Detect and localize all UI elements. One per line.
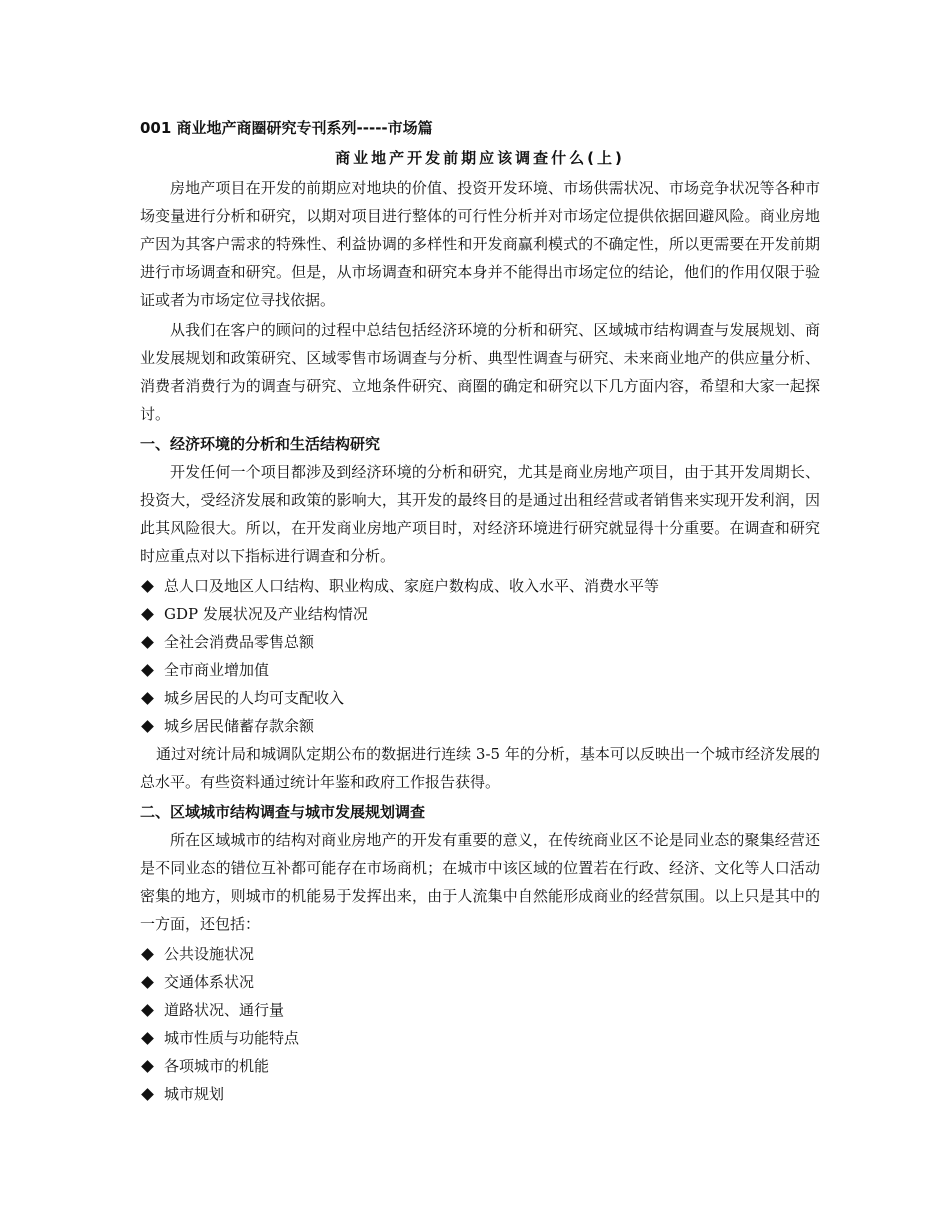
section-2-paragraph: 所在区域城市的结构对商业房地产的开发有重要的意义，在传统商业区不论是同业态的聚集经营还是不同业态的错位互补都可能存在市场商机；在城市中该区域的位置若在行政、经济、文化等人口活动密集的地方，则城市的机能易于发挥出来，由于人流集中自然能形成商业的经营氛围。以上只是其中的一方面，还包括： — [140, 831, 820, 933]
list-item — [140, 940, 820, 968]
list-item — [140, 1052, 820, 1080]
list-item-text: 公共设施状况 — [164, 945, 255, 963]
list-item-text: 城乡居民储蓄存款余额 — [164, 717, 315, 735]
section-1-bullet-list — [140, 572, 820, 740]
list-item — [140, 600, 820, 628]
diamond-bullet-icon — [141, 976, 154, 989]
intro-paragraph-2: 从我们在客户的顾问的过程中总结包括经济环境的分析和研究、区域城市结构调查与发展规划、商业发展规划和政策研究、区域零售市场调查与分析、典型性调查与研究、未来商业地产的供应量分析、消费者消费行为的调查与研究、立地条件研究、商圈的确定和研究以下几方面内容，希望和大家一起探讨。 — [140, 321, 820, 423]
list-item — [140, 1080, 820, 1108]
intro-paragraph-1: 房地产项目在开发的前期应对地块的价值、投资开发环境、市场供需状况、市场竞争状况等各种市场变量进行分析和研究，以期对项目进行整体的可行性分析并对市场定位提供依据回避风险。商业房地产因为其客户需求的特殊性、利益协调的多样性和开发商赢利模式的不确定性，所以更需要在开发前期进行市场调查和研究。但是，从市场调查和研究本身并不能得出市场定位的结论，他们的作用仅限于验证或者为市场定位寻找依据。 — [140, 179, 820, 309]
list-item — [140, 1024, 820, 1052]
list-item — [140, 996, 820, 1024]
section-2-bullet-list — [140, 940, 820, 1108]
list-item-text: 城乡居民的人均可支配收入 — [164, 689, 345, 707]
section-1-paragraph: 开发任何一个项目都涉及到经济环境的分析和研究，尤其是商业房地产项目，由于其开发周期长、投资大，受经济发展和政策的影响大，其开发的最终目的是通过出租经营或者销售来实现开发利润，因此其风险很大。所以，在开发商业房地产项目时，对经济环境进行研究就显得十分重要。在调查和研究时应重点对以下指标进行调查和分析。 — [140, 463, 820, 565]
list-item-text: GDP 发展状况及产业结构情况 — [164, 605, 368, 623]
list-item-text: 城市规划 — [164, 1085, 225, 1103]
document-page — [140, 114, 820, 1108]
list-item — [140, 712, 820, 740]
diamond-bullet-icon — [141, 636, 154, 649]
diamond-bullet-icon — [141, 948, 154, 961]
list-item — [140, 656, 820, 684]
list-item-text: 道路状况、通行量 — [164, 1001, 285, 1019]
diamond-bullet-icon — [141, 608, 154, 621]
diamond-bullet-icon — [141, 1060, 154, 1073]
diamond-bullet-icon — [141, 1088, 154, 1101]
list-item — [140, 684, 820, 712]
diamond-bullet-icon — [141, 1004, 154, 1017]
list-item-text: 全市商业增加值 — [164, 661, 270, 679]
section-1-heading: 一、经济环境的分析和生活结构研究 — [140, 435, 381, 453]
list-item-text: 全社会消费品零售总额 — [164, 633, 315, 651]
diamond-bullet-icon — [141, 692, 154, 705]
list-item-text: 城市性质与功能特点 — [164, 1029, 300, 1047]
diamond-bullet-icon — [141, 1032, 154, 1045]
diamond-bullet-icon — [141, 720, 154, 733]
list-item-text: 总人口及地区人口结构、职业构成、家庭户数构成、收入水平、消费水平等 — [164, 577, 660, 595]
article-subtitle: 商业地产开发前期应该调查什么(上) — [335, 149, 625, 167]
section-1-closing-paragraph: 通过对统计局和城调队定期公布的数据进行连续 3-5 年的分析，基本可以反映出一个城市经济发展的总水平。有些资料通过统计年鉴和政府工作报告获得。 — [140, 745, 820, 791]
list-item — [140, 572, 820, 600]
list-item-text: 交通体系状况 — [164, 973, 255, 991]
list-item — [140, 628, 820, 656]
list-item-text: 各项城市的机能 — [164, 1057, 270, 1075]
list-item — [140, 968, 820, 996]
document-title: 001 商业地产商圈研究专刊系列-----市场篇 — [140, 119, 433, 137]
diamond-bullet-icon — [141, 580, 154, 593]
section-2-heading: 二、区域城市结构调查与城市发展规划调查 — [140, 803, 426, 821]
diamond-bullet-icon — [141, 664, 154, 677]
